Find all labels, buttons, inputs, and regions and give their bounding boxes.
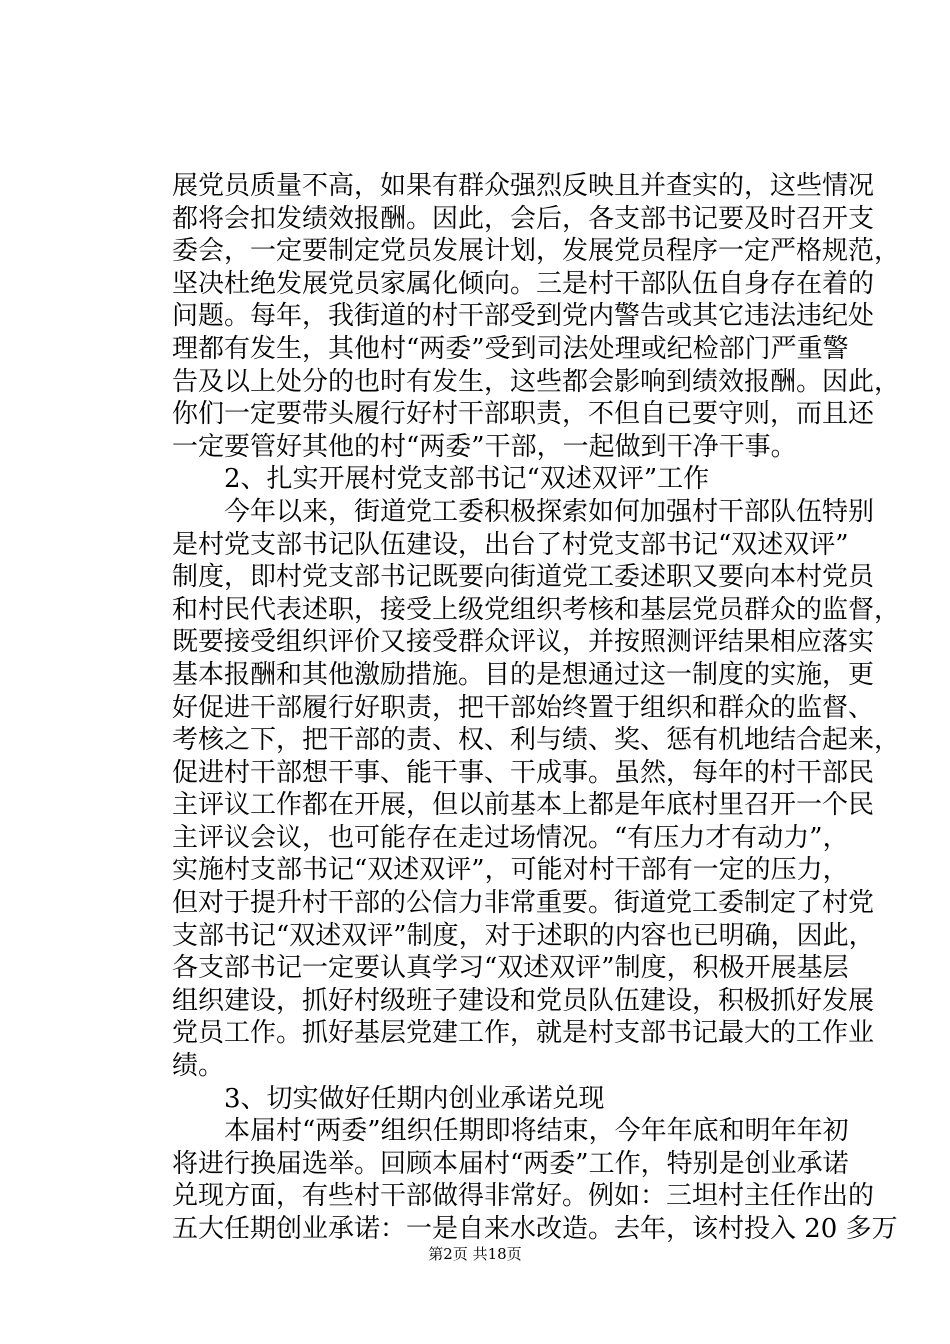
- text-line: 兑现方面，有些村干部做得非常好。例如：三坦村主任作出的: [172, 1181, 875, 1212]
- text-line: 主评议会议，也可能存在走过场情况。“有压力才有动力”，: [172, 822, 849, 853]
- text-line: 组织建设，抓好村级班子建设和党员队伍建设，积极抓好发展: [172, 985, 875, 1016]
- section-heading: 2、扎实开展村党支部书记“双述双评”工作: [172, 464, 710, 495]
- text-line: 告及以上处分的也时有发生，这些都会影响到绩效报酬。因此，: [172, 366, 901, 397]
- text-line: 都将会扣发绩效报酬。因此，会后，各支部书记要及时召开支: [172, 203, 875, 234]
- text-line: 和村民代表述职，接受上级党组织考核和基层党员群众的监督，: [172, 594, 901, 625]
- text-line: 支部书记“双述双评”制度，对于述职的内容也已明确，因此，: [172, 920, 875, 951]
- text-line: 基本报酬和其他激励措施。目的是想通过这一制度的实施，更: [172, 659, 875, 690]
- body-text: [172, 170, 901, 1246]
- text-line: 各支部书记一定要认真学习“双述双评”制度，积极开展基层: [172, 953, 849, 984]
- text-line: 考核之下，把干部的责、权、利与绩、奖、惩有机地结合起来，: [172, 725, 901, 756]
- text-line: 问题。每年，我街道的村干部受到党内警告或其它违法违纪处: [172, 301, 875, 332]
- text-line: 你们一定要带头履行好村干部职责，不但自已要守则，而且还: [172, 399, 875, 430]
- text-line: 今年以来，街道党工委积极探索如何加强村干部队伍特别: [172, 496, 875, 527]
- text-line: 促进村干部想干事、能干事、干成事。虽然，每年的村干部民: [172, 757, 875, 788]
- text-line: 党员工作。抓好基层党建工作，就是村支部书记最大的工作业: [172, 1018, 875, 1049]
- text-line: 制度，即村党支部书记既要向街道党工委述职又要向本村党员: [172, 562, 875, 593]
- text-line: 实施村支部书记“双述双评”，可能对村干部有一定的压力，: [172, 855, 849, 886]
- text-line: 主评议工作都在开展，但以前基本上都是年底村里召开一个民: [172, 790, 875, 821]
- text-line: 既要接受组织评价又接受群众评议，并按照测评结果相应落实: [172, 627, 875, 658]
- section-heading: 3、切实做好任期内创业承诺兑现: [172, 1083, 605, 1114]
- text-line: 将进行换届选举。回顾本届村“两委”工作，特别是创业承诺: [172, 1148, 849, 1179]
- text-line: 委会，一定要制定党员发展计划，发展党员程序一定严格规范，: [172, 236, 901, 267]
- text-line: 一定要管好其他的村“两委”干部，一起做到干净干事。: [172, 431, 797, 462]
- text-line: 理都有发生，其他村“两委”受到司法处理或纪检部门严重警: [172, 333, 849, 364]
- page-number-footer: 第2页 共18页: [428, 1245, 522, 1263]
- text-line: 好促进干部履行好职责，把干部始终置于组织和群众的监督、: [172, 692, 875, 723]
- text-line: 是村党支部书记队伍建设，出台了村党支部书记“双述双评”: [172, 529, 849, 560]
- text-line: 本届村“两委”组织任期即将结束，今年年底和明年年初: [172, 1116, 849, 1147]
- text-line: 五大任期创业承诺：一是自来水改造。去年，该村投入 20 多万: [172, 1214, 898, 1244]
- text-line: 绩。: [172, 1051, 225, 1082]
- text-line: 但对于提升村干部的公信力非常重要。街道党工委制定了村党: [172, 888, 875, 919]
- text-line: 坚决杜绝发展党员家属化倾向。三是村干部队伍自身存在着的: [172, 268, 875, 299]
- text-line: 展党员质量不高，如果有群众强烈反映且并查实的，这些情况: [172, 171, 875, 201]
